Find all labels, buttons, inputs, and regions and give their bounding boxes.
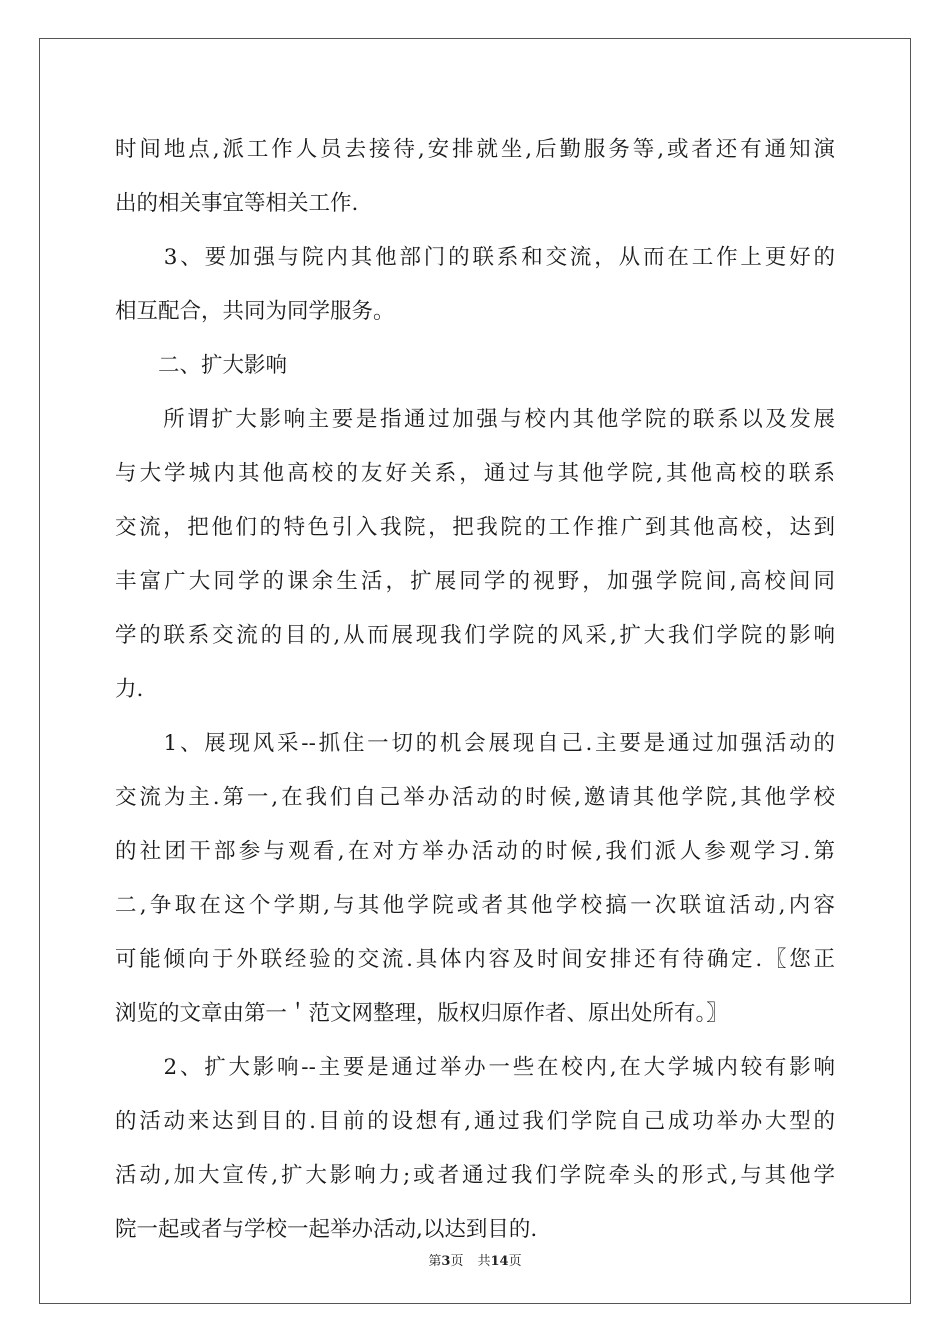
text-line: 浏览的文章由第一＇范文网整理，版权归原作者、原出处所有。〗: [115, 1001, 728, 1026]
text-line: 交流为主.第一,在我们自己举办活动的时候,邀请其他学院,其他学校: [115, 785, 835, 810]
text-line: 可能倾向于外联经验的交流.具体内容及时间安排还有待确定.〖您正: [115, 947, 835, 972]
text-line: 交流，把他们的特色引入我院，把我院的工作推广到其他高校，达到: [115, 515, 835, 540]
document-body: [115, 123, 835, 1257]
total-unit: 页: [508, 1254, 522, 1269]
text-line: 力.: [115, 677, 144, 702]
text-line: 所谓扩大影响主要是指通过加强与校内其他学院的联系以及发展: [115, 407, 835, 432]
text-line: 出的相关事宜等相关工作.: [115, 191, 359, 216]
text-line: 时间地点,派工作人员去接待,安排就坐,后勤服务等,或者还有通知演: [115, 137, 835, 162]
page-total: 14: [490, 1254, 509, 1269]
page-prefix: 第: [428, 1254, 442, 1269]
text-line: 活动,加大宣传,扩大影响力;或者通过我们学院牵头的形式,与其他学: [115, 1163, 835, 1188]
text-line: 的社团干部参与观看,在对方举办活动的时候,我们派人参观学习.第: [115, 839, 835, 864]
page-current: 3: [441, 1254, 451, 1269]
text-line: 学的联系交流的目的,从而展现我们学院的风采,扩大我们学院的影响: [115, 623, 835, 648]
text-line: 与大学城内其他高校的友好关系，通过与其他学院,其他高校的联系: [115, 461, 835, 486]
text-line: 1、展现风采--抓住一切的机会展现自己.主要是通过加强活动的: [115, 731, 835, 756]
text-line: 的活动来达到目的.目前的设想有,通过我们学院自己成功举办大型的: [115, 1109, 835, 1134]
text-line: 院一起或者与学校一起举办活动,以达到目的.: [115, 1217, 538, 1242]
text-line: 2、扩大影响--主要是通过举办一些在校内,在大学城内较有影响: [115, 1055, 835, 1080]
page-footer: [0, 1250, 950, 1269]
text-line: 丰富广大同学的课余生活，扩展同学的视野，加强学院间,高校间同: [115, 569, 835, 594]
page-unit: 页: [450, 1254, 464, 1269]
section-heading: 二、扩大影响: [115, 353, 288, 378]
total-prefix: 共: [477, 1254, 491, 1269]
text-line: 相互配合，共同为同学服务。: [115, 299, 395, 324]
text-line: 3、要加强与院内其他部门的联系和交流，从而在工作上更好的: [115, 245, 835, 270]
text-line: 二,争取在这个学期,与其他学院或者其他学校搞一次联谊活动,内容: [115, 893, 835, 918]
